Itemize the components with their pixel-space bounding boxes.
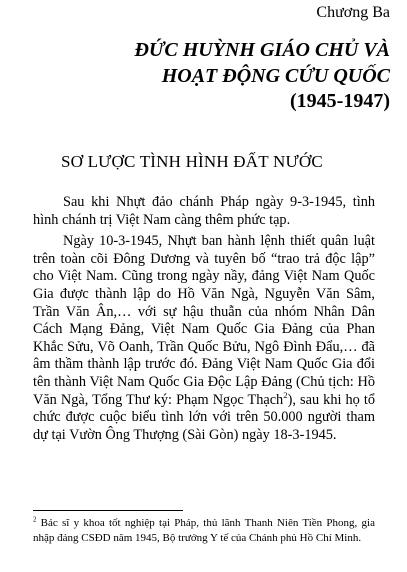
footnote-text: Bác sĩ y khoa tốt nghiệp tại Pháp, thủ lãnh Thanh Niên Tiền Phong, gia nhập đảng CSĐD năm 1945, Bộ trưởng Y tế của Chánh phủ Hồ Chí Minh.	[33, 517, 375, 544]
section-heading: SƠ LƯỢC TÌNH HÌNH ĐẤT NƯỚC	[61, 152, 323, 171]
chapter-title-line-1: ĐỨC HUỲNH GIÁO CHỦ VÀ	[134, 39, 390, 61]
chapter-title-years: (1945-1947)	[290, 90, 390, 112]
chapter-title-line-2: HOẠT ĐỘNG CỨU QUỐC	[161, 64, 390, 87]
paragraph-2-text-continued: ), sau khi họ tổ chức được cuộc biểu tình lớn với trên 50.000 người tham dự tại Vườn Ông Thượng (Sài Gòn) ngày 18-3-1945.	[33, 391, 375, 443]
paragraph-2-text: Ngày 10-3-1945, Nhựt ban hành lệnh thiết quân luật trên toàn cõi Đông Dương và tuyên bố “trao trả độc lập” cho Việt Nam. Cũng trong ngày nầy, đảng Việt Nam Quốc Gia được thành lập do Hồ Văn Ngà, Nguyễn Văn Sâm, Trần Văn Ân,… với sự hậu thuẫn của nhóm Nhân Dân Cách Mạng Đảng, Việt Nam Quốc Gia Đảng của Phan Khắc Sửu, Võ Oanh, Trần Quốc Bửu, Ngô Đình Đẩu,… đã âm thầm thành lập trước đó. Đảng Việt Nam Quốc Gia đổi tên thành Việt Nam Quốc Gia Độc Lập Đảng (Chủ tịch: Hồ Văn Ngà, Tổng Thư ký: Phạm Ngọc Thạch	[33, 233, 375, 408]
footnote	[33, 516, 375, 546]
chapter-title	[30, 38, 390, 115]
body-text	[33, 194, 375, 444]
footnote-divider	[33, 510, 183, 511]
paragraph-1: Sau khi Nhựt đảo chánh Pháp ngày 9-3-1945, tình hình chánh trị Việt Nam càng thêm phức tạp.	[33, 194, 375, 228]
footnote-reference[interactable]: 2	[283, 389, 288, 400]
chapter-label: Chương Ba	[316, 4, 390, 21]
footnote-marker: 2	[33, 516, 37, 524]
paragraph-2	[33, 233, 375, 444]
